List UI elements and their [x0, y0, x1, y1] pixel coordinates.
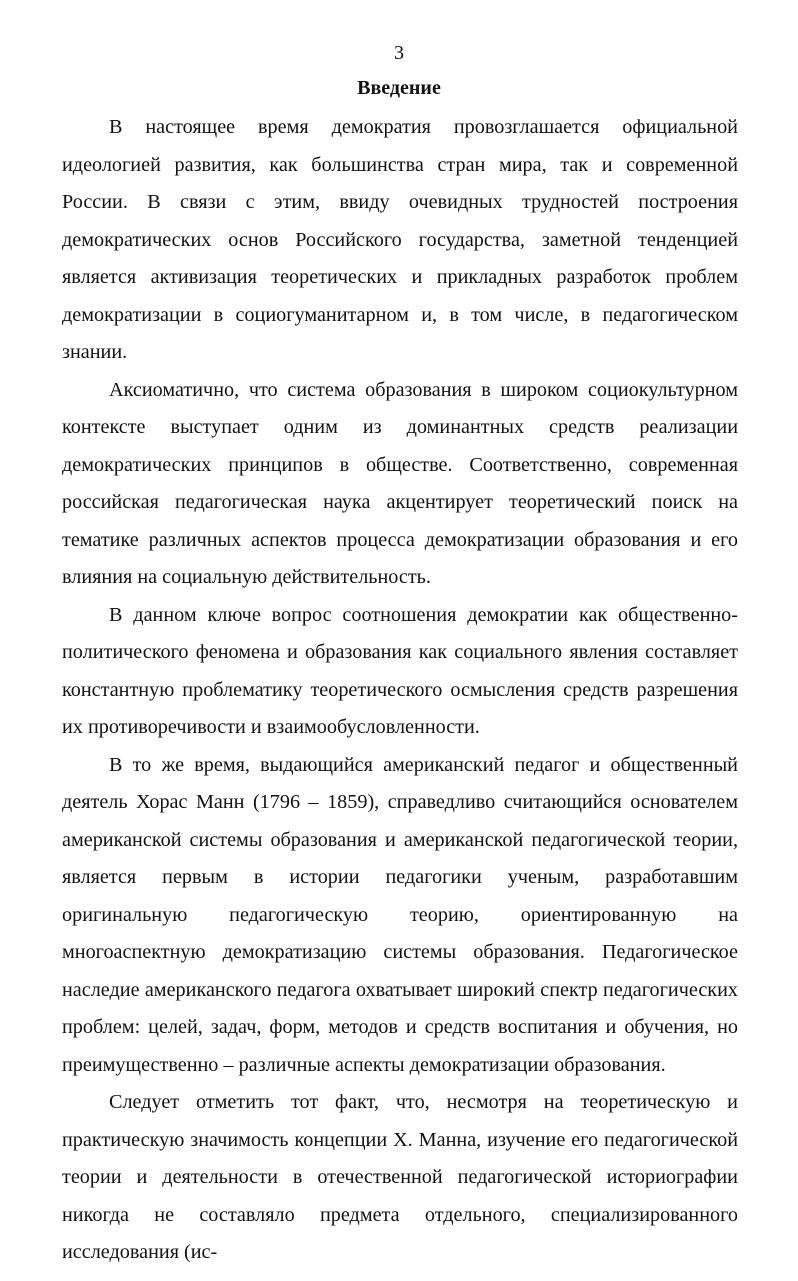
paragraph-5: Следует отметить тот факт, что, несмотря на теоретическую и практическую значимость концепции Х. Манна, изучение его педагогической теории и деятельности в отечественной педагогической историографии никогда не составляло предмета отдельного, специализированного исследования (ис- — [62, 1091, 738, 1263]
page-number: 3 — [394, 42, 404, 64]
section-title: Введение — [357, 77, 441, 99]
paragraph-4: В то же время, выдающийся американский педагог и общественный деятель Хорас Манн (1796 – 1859), справедливо считающийся основателем американской системы образования и американской педагогической теории, является первым в истории педагогики ученым, разработавшим оригинальную педагогическую теорию, ориентированную на многоаспектную демократизацию системы образования. Педагогическое наследие американского педагога охватывает широкий спектр педагогических проблем: целей, задач, форм, методов и средств воспитания и обучения, но преимущественно – различные аспекты демократизации образования. — [62, 753, 738, 1076]
paragraph-2: Аксиоматично, что система образования в широком социокультурном контексте выступает одним из доминантных средств реализации демократических принципов в обществе. Соответственно, современная российская педагогическая наука акцентирует теоретический поиск на тематике различных аспектов процесса демократизации образования и его влияния на социальную действительность. — [62, 378, 738, 588]
paragraph-1: В настоящее время демократия провозглашается официальной идеологией развития, как большинства стран мира, так и современной России. В связи с этим, ввиду очевидных трудностей построения демократических основ Российского государства, заметной тенденцией является активизация теоретических и прикладных разработок проблем демократизации в социогуманитарном и, в том числе, в педагогическом знании. — [62, 116, 738, 363]
paragraph-3: В данном ключе вопрос соотношения демократии как общественно-политического феномена и образования как социального явления составляет константную проблематику теоретического осмысления средств разрешения их противоречивости и взаимообусловленности. — [62, 603, 738, 738]
body-text — [62, 109, 738, 1272]
